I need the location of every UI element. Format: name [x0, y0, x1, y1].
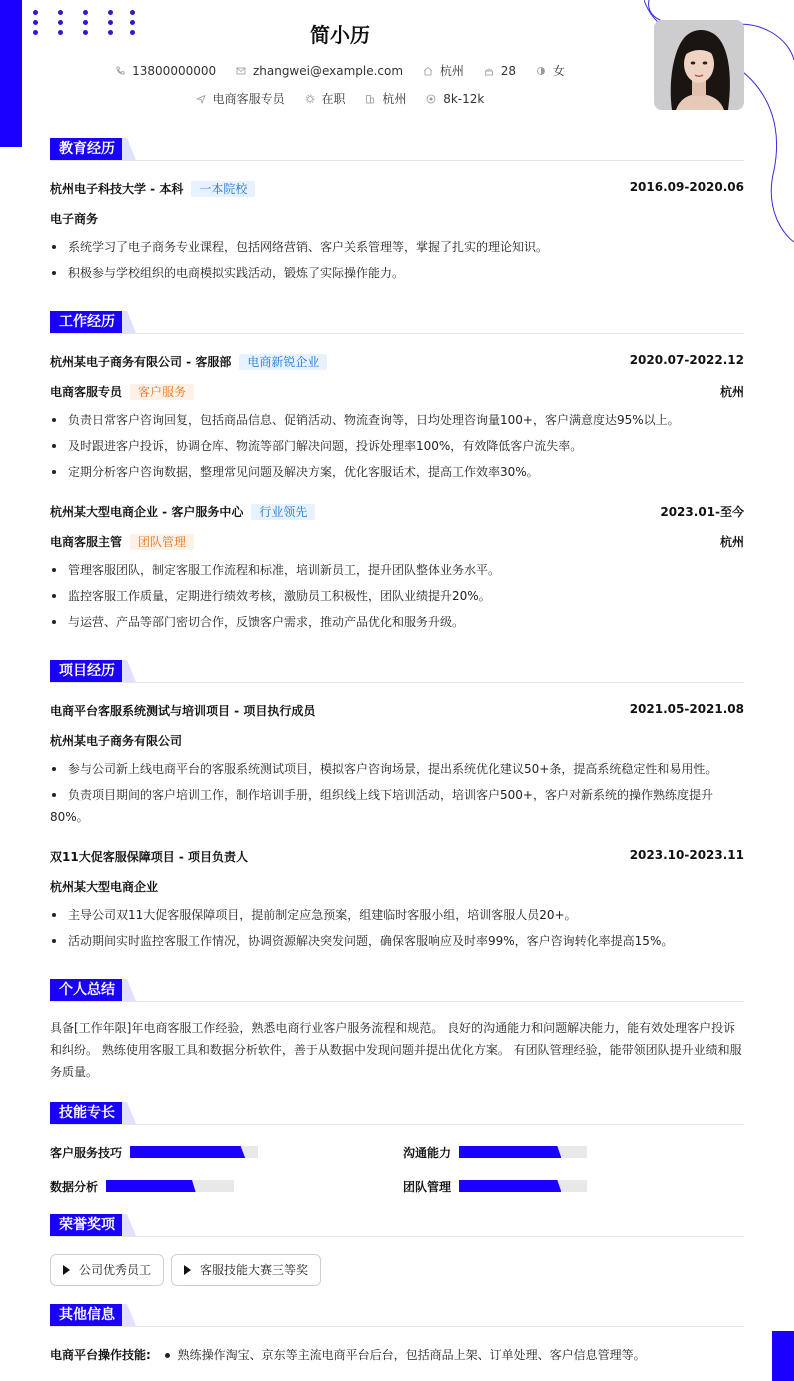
age-text: 28 — [500, 64, 517, 78]
section-title: 技能专长 — [50, 1102, 124, 1124]
home-icon — [423, 66, 433, 76]
gender-icon — [536, 66, 546, 76]
other-info-row — [50, 1346, 744, 1363]
major: 电子商务 — [50, 212, 99, 226]
work-location: 杭州 — [719, 385, 744, 399]
phone-text: 13800000000 — [132, 64, 217, 78]
skill-bar — [459, 1180, 587, 1192]
email-text: zhangwei@example.com — [252, 64, 404, 78]
section-title: 其他信息 — [50, 1304, 124, 1326]
list-item: 主导公司双11大促客服保障项目，提前制定应急预案，组建临时客服小组，培训客服人员20+。 — [50, 904, 744, 926]
gear-icon — [305, 94, 315, 104]
section-header — [50, 1102, 744, 1125]
school-name: 杭州电子科技大学 - 本科 — [50, 182, 184, 196]
work-header-row — [50, 353, 744, 370]
other-label: 电商平台操作技能: — [50, 1348, 151, 1362]
section-title: 个人总结 — [50, 979, 124, 1001]
cake-icon — [484, 66, 494, 76]
skill-label: 沟通能力 — [403, 1146, 452, 1160]
play-icon — [184, 1265, 191, 1275]
award-chip — [171, 1254, 321, 1286]
status-text: 在职 — [321, 92, 346, 106]
section-title: 荣誉奖项 — [50, 1214, 124, 1236]
list-item: 负责项目期间的客户培训工作，制作培训手册，组织线上线下培训活动，培训客户500+，客户对新系统的操作熟练度提升 — [50, 784, 744, 806]
skill-bar-fill — [130, 1146, 245, 1158]
section-tail — [122, 1102, 136, 1124]
education-header-row — [50, 180, 744, 197]
list-item: 系统学习了电子商务专业课程，包括网络营销、客户关系管理等，掌握了扎实的理论知识。 — [50, 236, 744, 258]
section-header — [50, 979, 744, 1002]
role-title: 电商客服主管 — [50, 535, 123, 549]
work-role-row — [50, 383, 744, 400]
skill-label: 客户服务技巧 — [50, 1146, 123, 1160]
gender-item — [536, 62, 565, 79]
section-tail — [122, 1304, 136, 1326]
status-item — [305, 90, 346, 107]
send-icon — [196, 94, 206, 104]
target-city-text: 杭州 — [382, 92, 407, 106]
project-header-row — [50, 848, 744, 865]
avatar — [654, 20, 744, 110]
role-tag: 客户服务 — [130, 384, 194, 400]
list-item: 参与公司新上线电商平台的客服系统测试项目，模拟客户咨询场景，提出系统优化建议50+条，提高系统稳定性和易用性。 — [50, 758, 744, 780]
skill-bar-fill — [459, 1146, 561, 1158]
section-tail — [122, 979, 136, 1001]
section-header — [50, 138, 744, 161]
list-item: 负责日常客户咨询回复，包括商品信息、促销活动、物流查询等，日均处理咨询量100+，客户满意度达95%以上。 — [50, 409, 744, 431]
age-item — [484, 64, 516, 78]
skill-bar — [459, 1146, 587, 1158]
other-section — [50, 1304, 744, 1362]
position-item — [196, 90, 285, 107]
project-date: 2023.10-2023.11 — [629, 848, 744, 862]
list-item: 定期分析客户咨询数据，整理常见问题及解决方案，优化客服话术，提高工作效率30%。 — [50, 461, 744, 483]
section-header — [50, 660, 744, 683]
email-item — [236, 64, 403, 78]
coin-icon — [426, 94, 436, 104]
work-date: 2023.01-至今 — [660, 505, 744, 519]
school-tag: 一本院校 — [191, 181, 255, 197]
contact-info-row — [0, 62, 680, 79]
work-location: 杭州 — [719, 535, 744, 549]
list-item-continuation: 80%。 — [50, 810, 89, 824]
company-tag: 电商新锐企业 — [239, 354, 327, 370]
education-section — [50, 138, 744, 280]
section-tail — [122, 660, 136, 682]
project-org: 杭州某电子商务有限公司 — [50, 734, 183, 748]
summary-line: 和纠纷。 熟练使用客服工具和数据分析软件，善于从数据中发现问题并提出优化方案。 有团队管理经验，能带领团队提升业绩和服 — [50, 1043, 742, 1057]
section-title: 工作经历 — [50, 311, 124, 333]
section-header — [50, 311, 744, 334]
section-title: 项目经历 — [50, 660, 124, 682]
work-role-row — [50, 533, 744, 550]
company-name: 杭州某大型电商企业 - 客户服务中心 — [50, 505, 244, 519]
work-section — [50, 311, 744, 629]
project-title: 双11大促客服保障项目 - 项目负责人 — [50, 850, 249, 864]
bullet-dot — [165, 1353, 170, 1358]
salary-item — [426, 92, 484, 106]
building-icon — [365, 94, 375, 104]
skill-label: 数据分析 — [50, 1180, 99, 1194]
list-item: 与运营、产品等部门密切合作，反馈客户需求，推动产品优化和服务升级。 — [50, 611, 744, 633]
project-org: 杭州某大型电商企业 — [50, 880, 159, 894]
list-item: 活动期间实时监控客服工作情况，协调资源解决突发问题，确保客服响应及时率99%，客户咨询转化率提高15%。 — [50, 930, 744, 952]
target-city-item — [365, 90, 406, 107]
play-icon — [63, 1265, 70, 1275]
list-item: 监控客服工作质量，定期进行绩效考核，激励员工积极性，团队业绩提升20%。 — [50, 585, 744, 607]
summary-section — [50, 979, 744, 1079]
work-date: 2020.07-2022.12 — [629, 353, 744, 367]
section-tail — [122, 138, 136, 160]
award-chip — [50, 1254, 164, 1286]
summary-line: 务质量。 — [50, 1065, 99, 1079]
section-title: 教育经历 — [50, 138, 124, 160]
list-item: 积极参与学校组织的电商模拟实践活动，锻炼了实际操作能力。 — [50, 262, 744, 284]
city-text: 杭州 — [439, 64, 464, 78]
company-name: 杭州某电子商务有限公司 - 客服部 — [50, 355, 232, 369]
list-item: 及时跟进客户投诉，协调仓库、物流等部门解决问题，投诉处理率100%，有效降低客户流失率。 — [50, 435, 744, 457]
salary-text: 8k-12k — [443, 92, 485, 106]
mail-icon — [236, 66, 246, 76]
skill-bar-fill — [459, 1180, 561, 1192]
summary-line: 具备[工作年限]年电商客服工作经验，熟悉电商行业客户服务流程和规范。 良好的沟通能力和问题解决能力，能有效处理客户投诉 — [50, 1021, 736, 1035]
resume-name: 简小历 — [310, 23, 370, 47]
project-title: 电商平台客服系统测试与培训项目 - 项目执行成员 — [50, 704, 316, 718]
skill-bar-fill — [106, 1180, 196, 1192]
section-header — [50, 1304, 744, 1327]
awards-section — [50, 1214, 744, 1277]
list-item: 管理客服团队，制定客服工作流程和标准，培训新员工，提升团队整体业务水平。 — [50, 559, 744, 581]
skill-bar — [106, 1180, 234, 1192]
role-title: 电商客服专员 — [50, 385, 123, 399]
award-label: 公司优秀员工 — [79, 1263, 152, 1277]
city-item — [423, 62, 464, 79]
gender-text: 女 — [552, 64, 565, 78]
phone-item — [115, 64, 216, 78]
education-date: 2016.09-2020.06 — [629, 180, 744, 194]
role-tag: 团队管理 — [130, 534, 194, 550]
award-label: 客服技能大赛三等奖 — [200, 1263, 309, 1277]
skills-section — [50, 1102, 744, 1194]
section-tail — [122, 311, 136, 333]
phone-icon — [115, 66, 125, 76]
project-header-row — [50, 702, 744, 719]
section-header — [50, 1214, 744, 1237]
skill-label: 团队管理 — [403, 1180, 452, 1194]
company-tag: 行业领先 — [251, 504, 315, 520]
section-tail — [122, 1214, 136, 1236]
other-text: 熟练操作淘宝、京东等主流电商平台后台，包括商品上架、订单处理、客户信息管理等。 — [177, 1348, 646, 1362]
work-header-row — [50, 503, 744, 520]
project-date: 2021.05-2021.08 — [629, 702, 744, 716]
position-text: 电商客服专员 — [212, 92, 285, 106]
projects-section — [50, 660, 744, 948]
skill-bar — [130, 1146, 258, 1158]
right-accent-bar — [772, 1331, 794, 1381]
job-info-row — [0, 90, 680, 107]
